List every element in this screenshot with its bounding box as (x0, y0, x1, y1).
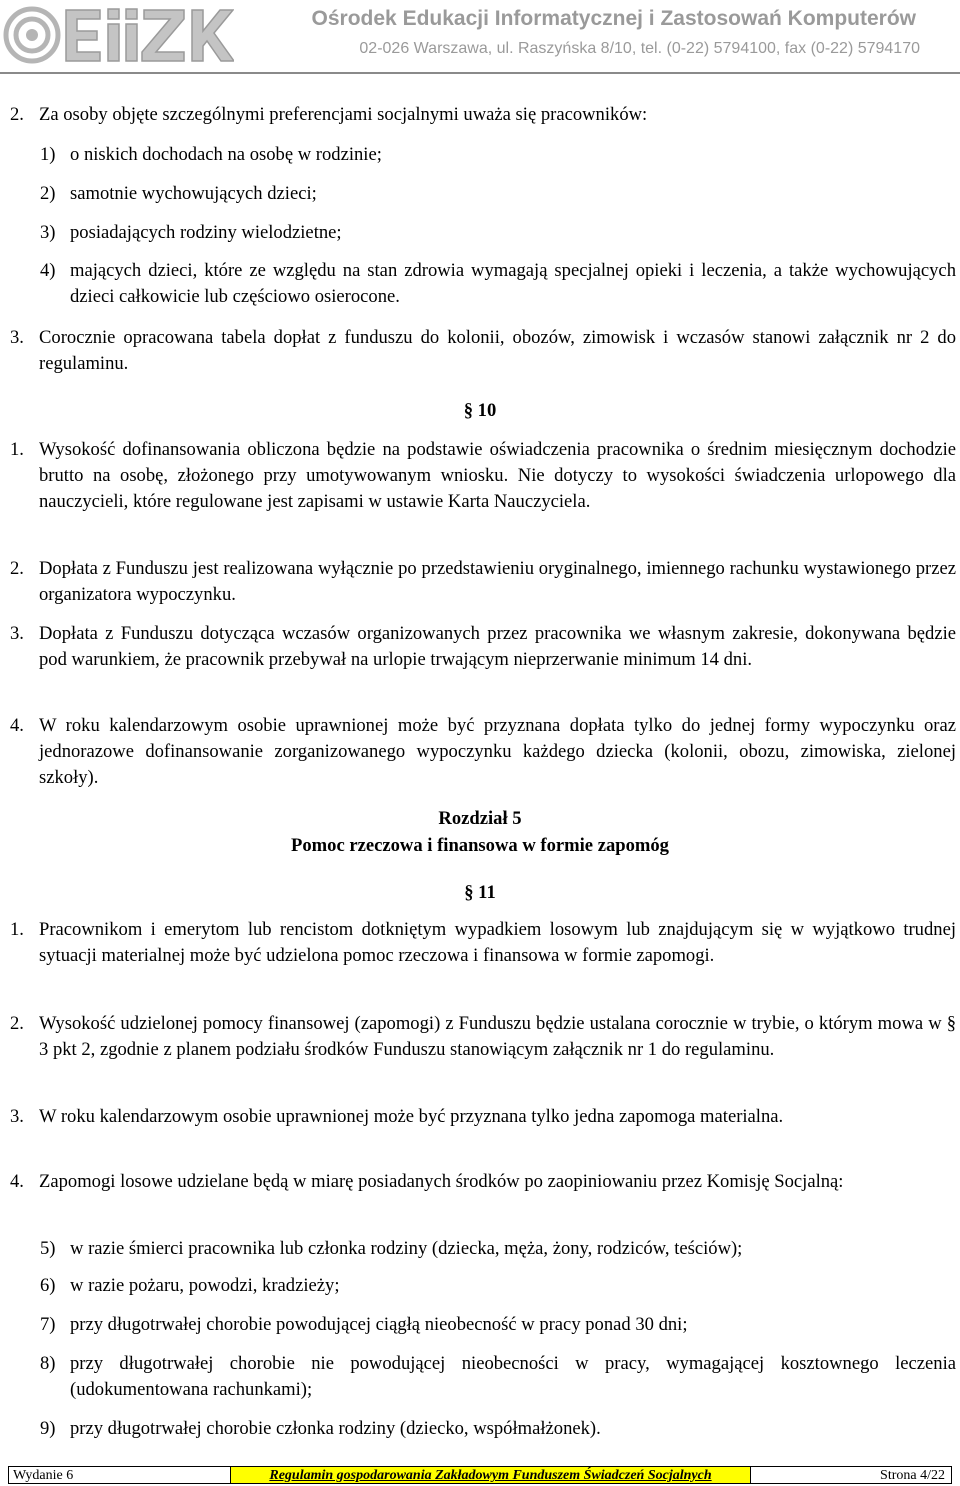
document-title: Regulamin gospodarowania Zakładowym Funduszem Świadczeń Socjalnych (231, 1467, 751, 1483)
item-3 (10, 325, 956, 377)
sub-item-text: posiadających rodziny wielodzietne; (70, 222, 342, 243)
s10-item-2 (10, 556, 956, 608)
sub-item-4 (40, 258, 956, 310)
item-2 (10, 102, 956, 128)
header-divider (0, 72, 960, 74)
sub-item-number: 2) (40, 183, 56, 204)
section-10-heading: § 10 (463, 400, 497, 421)
item-number: 1. (10, 439, 24, 460)
sub-item-number: 6) (40, 1275, 56, 1296)
sub-item-number: 7) (40, 1314, 56, 1335)
sub-item-2 (40, 181, 956, 207)
sub-item-text: o niskich dochodach na osobę w rodzinie; (70, 144, 382, 165)
item-text: Za osoby objęte szczególnymi preferencjami socjalnymi uważa się pracowników: (39, 104, 648, 125)
page-number: Strona 4/22 (880, 1468, 945, 1483)
item-number: 3. (10, 327, 24, 348)
item-text: W roku kalendarzowym osobie uprawnionej może być przyznana dopłata tylko do jednej formy wypoczynku oraz jednorazowe dofinansowanie zorganizowanego wypoczynku każdego dziecka (kolonii, obozu, zimowiska, zielonej szkoły). (39, 715, 956, 788)
s11-sub-item-8 (40, 1351, 956, 1403)
sub-item-text: przy długotrwałej chorobie nie powodującej nieobecności w pracy, wymagającej kosztownego leczenia (udokumentowana rachunkami); (70, 1353, 956, 1400)
s11-sub-item-6 (40, 1273, 956, 1299)
sub-item-number: 4) (40, 260, 56, 281)
item-text: Dopłata z Funduszu jest realizowana wyłącznie po przedstawieniu oryginalnego, imiennego rachunku wystawionego przez organizatora wypoczynku. (39, 558, 956, 605)
s11-item-1 (10, 917, 956, 969)
sub-item-text: w razie pożaru, powodzi, kradzieży; (70, 1275, 340, 1296)
sub-item-1 (40, 142, 956, 168)
section-11-heading: § 11 (464, 882, 496, 903)
item-number: 1. (10, 919, 24, 940)
chapter-subtitle: Pomoc rzeczowa i finansowa w formie zapomóg (291, 835, 669, 856)
s10-item-3 (10, 621, 956, 673)
s11-item-3 (10, 1104, 956, 1130)
sub-item-text: przy długotrwałej chorobie członka rodziny (dziecko, współmałżonek). (70, 1418, 601, 1439)
sub-item-number: 8) (40, 1353, 56, 1374)
institution-name: Ośrodek Edukacji Informatycznej i Zastosowań Komputerów (311, 7, 916, 30)
s11-sub-item-5 (40, 1236, 956, 1262)
sub-item-text: w razie śmierci pracownika lub członka rodziny (dziecka, męża, żony, rodziców, teściów); (70, 1238, 743, 1259)
item-text: Corocznie opracowana tabela dopłat z funduszu do kolonii, obozów, zimowisk i wczasów stanowi załącznik nr 2 do regulaminu. (39, 327, 956, 374)
item-text: Wysokość udzielonej pomocy finansowej (zapomogi) z Funduszu będzie ustalana corocznie w trybie, o którym mowa w § 3 pkt 2, zgodnie z planem podziału środków Funduszu stanowiącym załącznik nr 1 do regulaminu. (39, 1013, 956, 1060)
oeiizk-logo (2, 2, 234, 68)
item-number: 4. (10, 715, 24, 736)
sub-item-number: 5) (40, 1238, 56, 1259)
sub-item-text: mających dzieci, które ze względu na stan zdrowia wymagają specjalnej opieki i leczenia, a także wychowujących dzieci całkowicie lub częściowo osierocone. (70, 260, 956, 307)
sub-item-number: 1) (40, 144, 56, 165)
item-number: 2. (10, 1013, 24, 1034)
item-number: 2. (10, 104, 24, 125)
sub-item-text: przy długotrwałej chorobie powodującej ciągłą nieobecność w pracy ponad 30 dni; (70, 1314, 688, 1335)
item-text: Zapomogi losowe udzielane będą w miarę posiadanych środków po zaopiniowaniu przez Komisję Socjalną: (39, 1171, 844, 1192)
sub-item-number: 9) (40, 1418, 56, 1439)
item-number: 2. (10, 558, 24, 579)
page-footer (8, 1466, 952, 1484)
item-number: 4. (10, 1171, 24, 1192)
page-header (0, 0, 960, 74)
s11-item-2 (10, 1011, 956, 1063)
sub-item-number: 3) (40, 222, 56, 243)
item-text: Wysokość dofinansowania obliczona będzie na podstawie oświadczenia pracownika o średnim miesięcznym dochodzie brutto na osobę, złożonego przy umotywowanym wniosku. Nie dotyczy to wysokości świadczenia urlopowego dla nauczycieli, które regulowane jest zapisami w ustawie Karta Nauczyciela. (39, 439, 956, 512)
s10-item-4 (10, 713, 956, 791)
s11-sub-item-7 (40, 1312, 956, 1338)
sub-item-text: samotnie wychowujących dzieci; (70, 183, 317, 204)
s10-item-1 (10, 437, 956, 515)
item-text: W roku kalendarzowym osobie uprawnionej może być przyznana tylko jedna zapomoga materialna. (39, 1106, 784, 1127)
sub-item-3 (40, 220, 956, 246)
item-number: 3. (10, 1106, 24, 1127)
chapter-title: Rozdział 5 (438, 808, 522, 829)
institution-address: 02-026 Warszawa, ul. Raszyńska 8/10, tel. (0-22) 5794100, fax (0-22) 5794170 (359, 40, 920, 57)
item-text: Dopłata z Funduszu dotycząca wczasów organizowanych przez pracownika we własnym zakresie, dokonywana będzie pod warunkiem, że pracownik przebywał na urlopie trwającym nieprzerwanie minimum 14 dni. (39, 623, 956, 670)
item-number: 3. (10, 623, 24, 644)
edition-label: Wydanie 6 (9, 1467, 231, 1483)
s11-sub-item-9 (40, 1416, 956, 1442)
item-text: Pracownikom i emerytom lub rencistom dotkniętym wypadkiem losowym lub znajdującym się w wyjątkowo trudnej sytuacji materialnej może być udzielona pomoc rzeczowa i finansowa w formie zapomogi. (39, 919, 956, 966)
s11-item-4 (10, 1169, 956, 1195)
